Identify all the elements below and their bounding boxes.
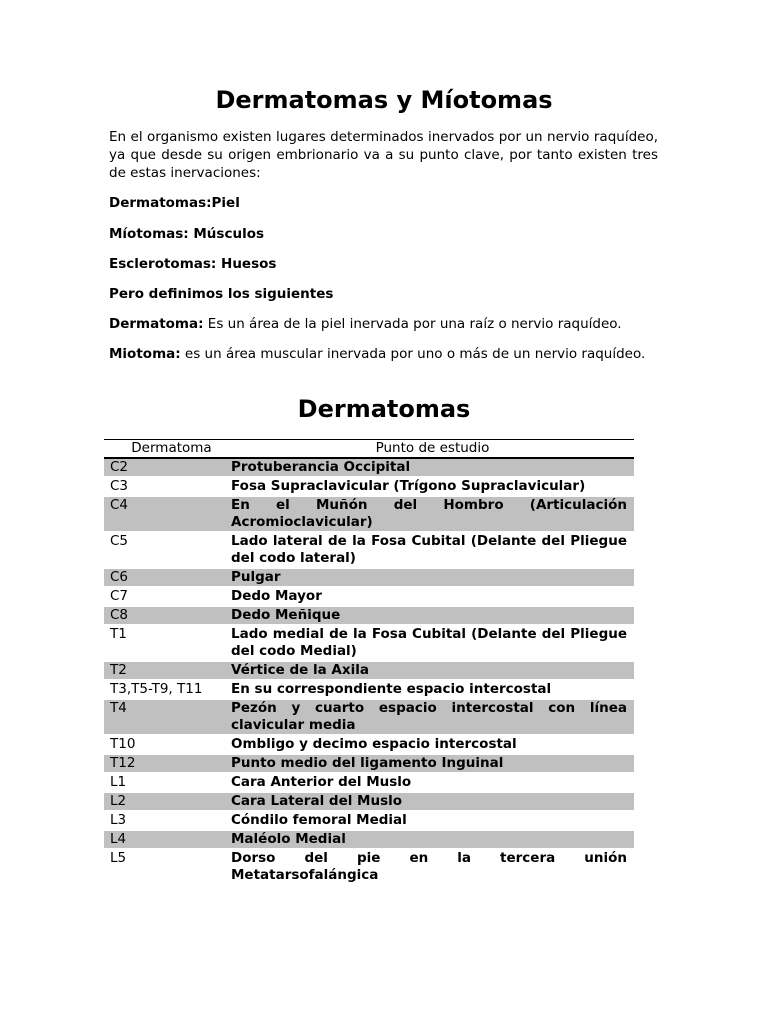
row-point: En su correspondiente espacio intercostal [231,680,634,699]
row-code: T1 [104,625,231,661]
row-code: C4 [104,496,231,532]
row-code: C3 [104,477,231,496]
row-code: T3,T5-T9, T11 [104,680,231,699]
row-point: Ombligo y decimo espacio intercostal [231,735,634,754]
table-body [104,458,634,884]
definition-miotoma-text: es un área muscular inervada por uno o más de un nervio raquídeo. [180,346,646,362]
row-code: T10 [104,735,231,754]
table-row [104,811,634,830]
table-row [104,735,634,754]
intro-paragraph: En el organismo existen lugares determinados inervados por un nervio raquídeo, ya que desde su origen embrionario va a su punto clave, por tanto existen tres de estas inervaciones: [109,129,658,181]
row-point: Protuberancia Occipital [231,458,634,477]
table-row [104,699,634,735]
row-point: Dedo Meñique [231,606,634,625]
row-code: C7 [104,587,231,606]
row-code: C5 [104,532,231,568]
row-point: Pezón y cuarto espacio intercostal con línea clavicular media [231,699,634,735]
item-definimos: Pero definimos los siguientes [109,286,334,302]
row-point: Cara Lateral del Muslo [231,792,634,811]
row-code: L3 [104,811,231,830]
row-point: Fosa Supraclavicular (Trígono Supraclavicular) [231,477,634,496]
table-row [104,458,634,477]
table-row [104,496,634,532]
table-row [104,568,634,587]
row-point: Cóndilo femoral Medial [231,811,634,830]
table-row [104,532,634,568]
section-title: Dermatomas [297,395,471,423]
row-code: L2 [104,792,231,811]
definition-dermatoma-text: Es un área de la piel inervada por una raíz o nervio raquídeo. [203,316,622,332]
definition-dermatoma [109,315,658,333]
item-dermatomas: Dermatomas:Piel [109,195,240,211]
table-header-row [104,440,634,459]
row-code: C2 [104,458,231,477]
row-point: Vértice de la Axila [231,661,634,680]
item-miotomas: Míotomas: Músculos [109,226,265,242]
row-point: Lado medial de la Fosa Cubital (Delante del Pliegue del codo Medial) [231,625,634,661]
row-code: L1 [104,773,231,792]
row-point: Lado lateral de la Fosa Cubital (Delante del Pliegue del codo lateral) [231,532,634,568]
row-code: T4 [104,699,231,735]
row-point: Punto medio del ligamento Inguinal [231,754,634,773]
item-esclerotomas: Esclerotomas: Huesos [109,256,277,272]
definition-dermatoma-term: Dermatoma: [109,316,204,332]
definition-miotoma [109,345,658,363]
row-code: C6 [104,568,231,587]
table-row [104,661,634,680]
row-code: L4 [104,830,231,849]
table-row [104,625,634,661]
row-point: Maléolo Medial [231,830,634,849]
table-row [104,773,634,792]
dermatomas-table [104,439,634,884]
header-punto-de-estudio: Punto de estudio [231,440,634,459]
row-point: Dorso del pie en la tercera unión Metatarsofalángica [231,850,627,883]
row-code: C8 [104,606,231,625]
page-title: Dermatomas y Míotomas [215,86,553,114]
table-row [104,792,634,811]
row-point: Pulgar [231,568,634,587]
row-code: T12 [104,754,231,773]
table-row [104,680,634,699]
row-code: T2 [104,661,231,680]
header-dermatoma: Dermatoma [104,440,231,459]
row-point: En el Muñón del Hombro (Articulación Acromioclavicular) [231,496,634,532]
table-row [104,830,634,849]
definition-miotoma-term: Miotoma: [109,346,181,362]
table-row [104,606,634,625]
table-row [104,587,634,606]
table-row [104,849,634,884]
row-code: L5 [110,850,127,866]
table-row [104,477,634,496]
row-point: Cara Anterior del Muslo [231,773,634,792]
table-row [104,754,634,773]
row-point: Dedo Mayor [231,587,634,606]
